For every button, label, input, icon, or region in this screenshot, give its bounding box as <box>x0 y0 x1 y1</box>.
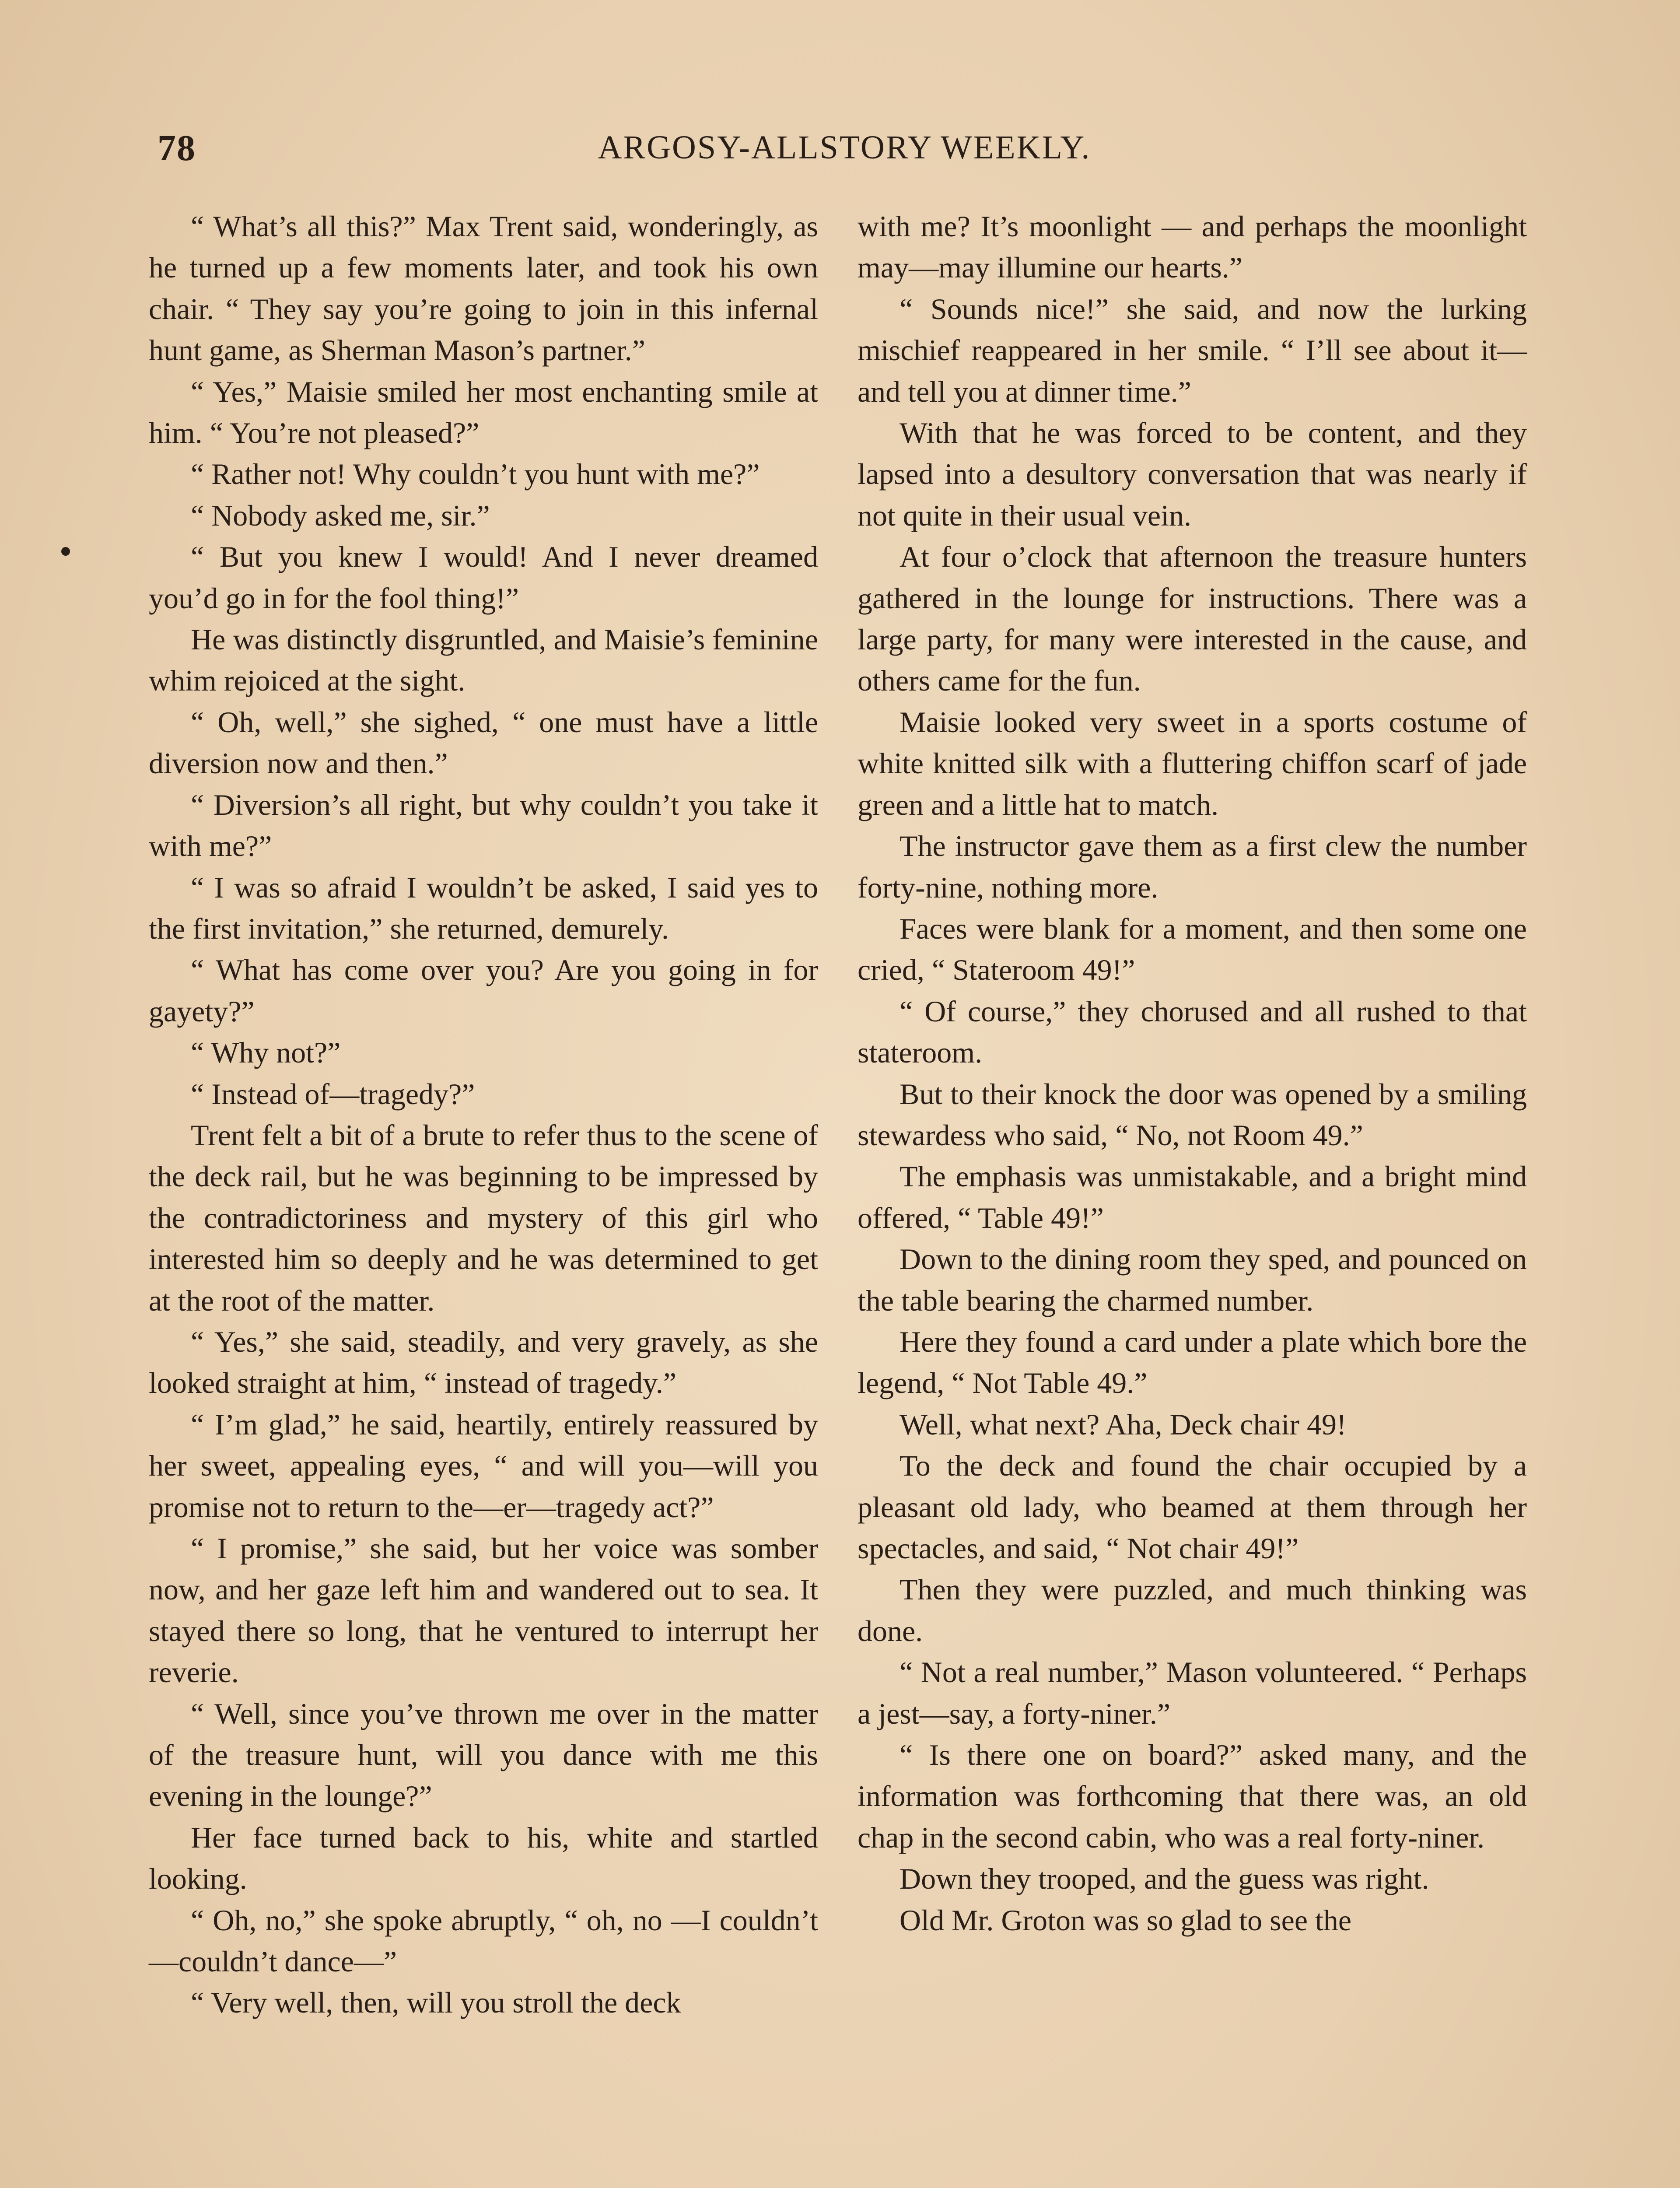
paragraph: Well, what next? Aha, Deck chair 49! <box>900 1407 1347 1441</box>
paragraph: “ I promise,” she said, but her voice was somber now, and her gaze left him and wandered out to sea. It stayed there so long, that he ventured to interrupt her reverie. <box>149 1532 818 1689</box>
running-head: ARGOSY-ALLSTORY WEEKLY. <box>598 129 1091 166</box>
paragraph: “ What’s all this?” Max Trent said, wonderingly, as he turned up a few moments later, and took his own chair. “ They say you’re going to join in this infernal hunt game, as Sherman Mason’s partner.” <box>149 210 818 367</box>
paragraph: With that he was forced to be content, and they lapsed into a desultory conversation that was nearly if not quite in their usual vein. <box>858 416 1527 532</box>
paragraph: Faces were blank for a moment, and then some one cried, “ Stateroom 49!” <box>858 912 1527 987</box>
paragraph: “ Not a real number,” Mason volunteered. “ Perhaps a jest—say, a forty-niner.” <box>858 1655 1527 1730</box>
paragraph: “ Oh, no,” she spoke abruptly, “ oh, no —I couldn’t—couldn’t dance—” <box>149 1903 818 1978</box>
page-header <box>149 127 1540 175</box>
paragraph: Old Mr. Groton was so glad to see the <box>900 1903 1352 1937</box>
page-number: 78 <box>158 128 196 168</box>
paragraph: “ Yes,” she said, steadily, and very gravely, as she looked straight at him, “ instead of tragedy.” <box>149 1325 818 1400</box>
paragraph: “ Nobody asked me, sir.” <box>191 498 490 532</box>
paragraph: “ Why not?” <box>191 1036 341 1069</box>
paragraph: He was distinctly disgruntled, and Maisie’s feminine whim rejoiced at the sight. <box>149 623 818 698</box>
paragraph: “ Rather not! Why couldn’t you hunt with me?” <box>191 457 760 491</box>
paragraph: Then they were puzzled, and much thinking was done. <box>858 1573 1527 1648</box>
ink-speck <box>61 547 70 556</box>
paragraph: At four o’clock that afternoon the treasure hunters gathered in the lounge for instructions. There was a large party, for many were interested in the cause, and others came for the fun. <box>858 540 1527 698</box>
paragraph: Here they found a card under a plate which bore the legend, “ Not Table 49.” <box>858 1325 1527 1400</box>
paragraph: “ What has come over you? Are you going in for gayety?” <box>149 953 818 1028</box>
paragraph: “ Diversion’s all right, but why couldn’t you take it with me?” <box>149 788 818 863</box>
paragraph: “ Yes,” Maisie smiled her most enchanting smile at him. “ You’re not pleased?” <box>149 375 818 450</box>
paragraph: But to their knock the door was opened by a smiling stewardess who said, “ No, not Room 49.” <box>858 1077 1527 1152</box>
paragraph: “ Sounds nice!” she said, and now the lurking mischief reappeared in her smile. “ I’ll see about it—and tell you at dinner time.” <box>858 292 1527 408</box>
paragraph: “ Well, since you’ve thrown me over in the matter of the treasure hunt, will you dance with me this evening in the lounge?” <box>149 1697 818 1813</box>
paragraph: Maisie looked very sweet in a sports costume of white knitted silk with a fluttering chiffon scarf of jade green and a little hat to match. <box>858 705 1527 821</box>
paragraph: “ Is there one on board?” asked many, and the information was forthcoming that there was, an old chap in the second cabin, who was a real forty-niner. <box>858 1738 1527 1854</box>
continued-paragraph: with me? It’s moonlight — and perhaps the moonlight may—may illumine our hearts.” <box>858 210 1527 284</box>
paragraph: “ Very well, then, will you stroll the deck <box>191 1986 681 2020</box>
paragraph: “ Oh, well,” she sighed, “ one must have a little diversion now and then.” <box>149 705 818 780</box>
paragraph: Trent felt a bit of a brute to refer thus to the scene of the deck rail, but he was beginning to be impressed by the contradictoriness and mystery of this girl who interested him so deeply and he was determined to get at the root of the matter. <box>149 1118 818 1317</box>
paragraph: The instructor gave them as a first clew the number forty-nine, nothing more. <box>858 829 1527 904</box>
paragraph: “ But you knew I would! And I never dreamed you’d go in for the fool thing!” <box>149 540 818 615</box>
paragraph: “ Of course,” they chorused and all rushed to that stateroom. <box>858 994 1527 1069</box>
right-column <box>858 206 1527 1941</box>
paragraph: “ I’m glad,” he said, heartily, entirely reassured by her sweet, appealing eyes, “ and will you—will you promise not to return to the—er—tragedy act?” <box>149 1407 818 1524</box>
paragraph: “ I was so afraid I wouldn’t be asked, I said yes to the first invitation,” she returned, demurely. <box>149 870 818 945</box>
paragraph: “ Instead of—tragedy?” <box>191 1077 475 1111</box>
paragraph: The emphasis was unmistakable, and a bright mind offered, “ Table 49!” <box>858 1160 1527 1234</box>
paragraph: Down to the dining room they sped, and pounced on the table bearing the charmed number. <box>858 1242 1527 1317</box>
paragraph: Her face turned back to his, white and startled looking. <box>149 1820 818 1896</box>
left-column <box>149 206 818 2023</box>
paragraph: Down they trooped, and the guess was right. <box>900 1862 1429 1896</box>
paragraph: To the deck and found the chair occupied by a pleasant old lady, who beamed at them through her spectacles, and said, “ Not chair 49!” <box>858 1449 1527 1565</box>
